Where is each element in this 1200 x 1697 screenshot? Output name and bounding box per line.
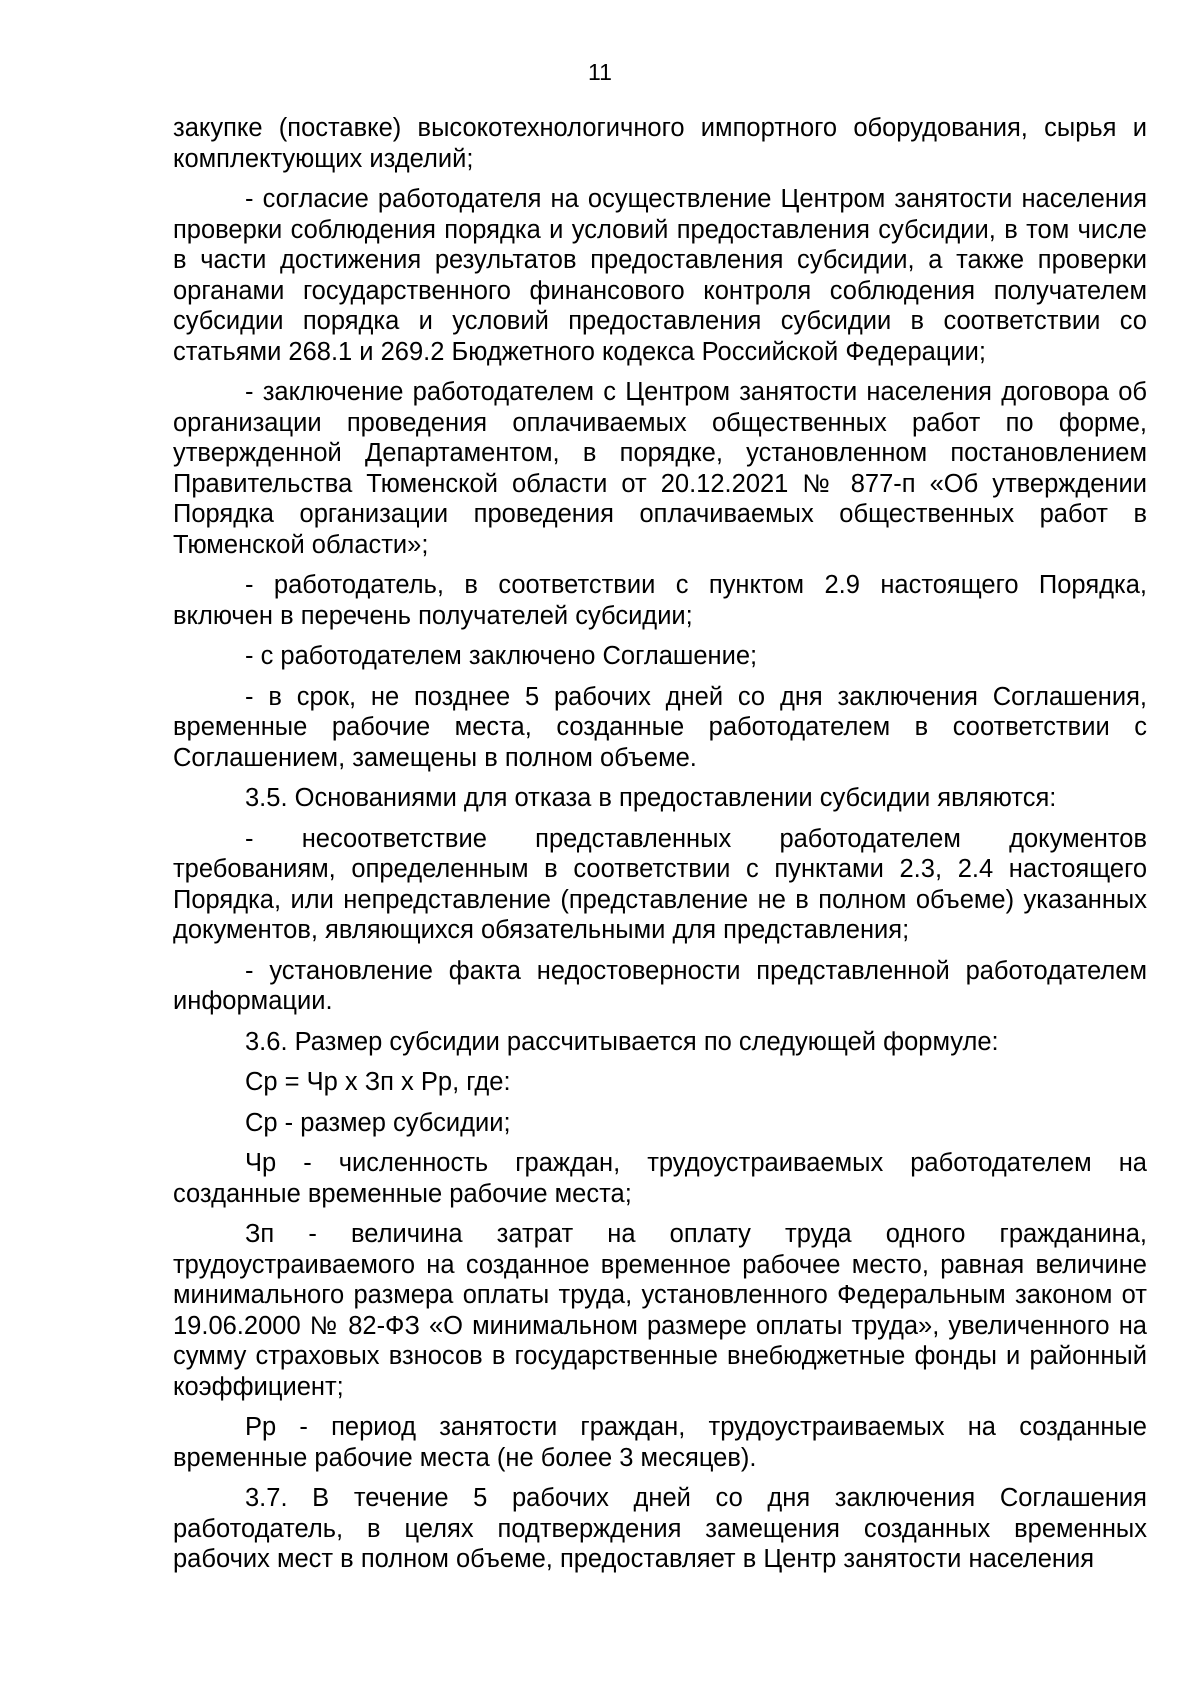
paragraph: закупке (поставке) высокотехнологичного импортного оборудования, сырья и комплектующих изделий; <box>173 114 1147 173</box>
section-heading: 3.7. В течение 5 рабочих дней со дня заключения Соглашения работодатель, в целях подтверждения замещения созданных временных рабочих мест в полном объеме, предоставляет в Центр занятости населения <box>173 1484 1147 1573</box>
section-heading: 3.6. Размер субсидии рассчитывается по следующей формуле: <box>245 1027 999 1056</box>
formula-term: Зп - величина затрат на оплату труда одного гражданина, трудоустраиваемого на созданное временное рабочее место, равная величине минимального размера оплаты труда, установленного Федеральным законом от 19.06.2000 № 82-ФЗ «О минимальном размере оплаты труда», увеличенного на сумму страховых взносов в государственные внебюджетные фонды и районный коэффициент; <box>173 1220 1147 1401</box>
paragraph: - установление факта недостоверности представленной работодателем информации. <box>173 956 1147 1015</box>
paragraph: - с работодателем заключено Соглашение; <box>245 642 758 670</box>
formula-term: Ср - размер субсидии; <box>245 1108 511 1137</box>
paragraph: - заключение работодателем с Центром занятости населения договора об организации проведения оплачиваемых общественных работ по форме, утвержденной Департаментом, в порядке, установленном постановлением Правительства Тюменской области от 20.12.2021 № 877-п «Об утверждении Порядка организации проведения оплачиваемых общественных работ в Тюменской области»; <box>173 378 1147 559</box>
paragraph: - несоответствие представленных работодателем документов требованиям, определенным в соответствии с пунктами 2.3, 2.4 настоящего Порядка, или непредставление (представление не в полном объеме) указанных документов, являющихся обязательными для представления; <box>173 824 1147 944</box>
formula: Ср = Чр х Зп х Рр, где: <box>245 1068 511 1096</box>
paragraph: - работодатель, в соответствии с пунктом 2.9 настоящего Порядка, включен в перечень получателей субсидии; <box>173 571 1147 630</box>
page-number: 11 <box>588 59 612 85</box>
section-heading: 3.5. Основаниями для отказа в предоставлении субсидии являются: <box>245 784 1057 812</box>
formula-term: Рр - период занятости граждан, трудоустраиваемых на созданные временные рабочие места (не более 3 месяцев). <box>173 1413 1147 1472</box>
document-body <box>173 113 1147 1585</box>
paragraph: - в срок, не позднее 5 рабочих дней со дня заключения Соглашения, временные рабочие места, созданные работодателем в соответствии с Соглашением, замещены в полном объеме. <box>173 682 1147 772</box>
formula-term: Чр - численность граждан, трудоустраиваемых работодателем на созданные временные рабочие места; <box>173 1149 1147 1208</box>
paragraph: - согласие работодателя на осуществление Центром занятости населения проверки соблюдения порядка и условий предоставления субсидии, в том числе в части достижения результатов предоставления субсидии, а также проверки органами государственного финансового контроля соблюдения получателем субсидии порядка и условий предоставления субсидии в соответствии со статьями 268.1 и 269.2 Бюджетного кодекса Российской Федерации; <box>173 185 1147 366</box>
